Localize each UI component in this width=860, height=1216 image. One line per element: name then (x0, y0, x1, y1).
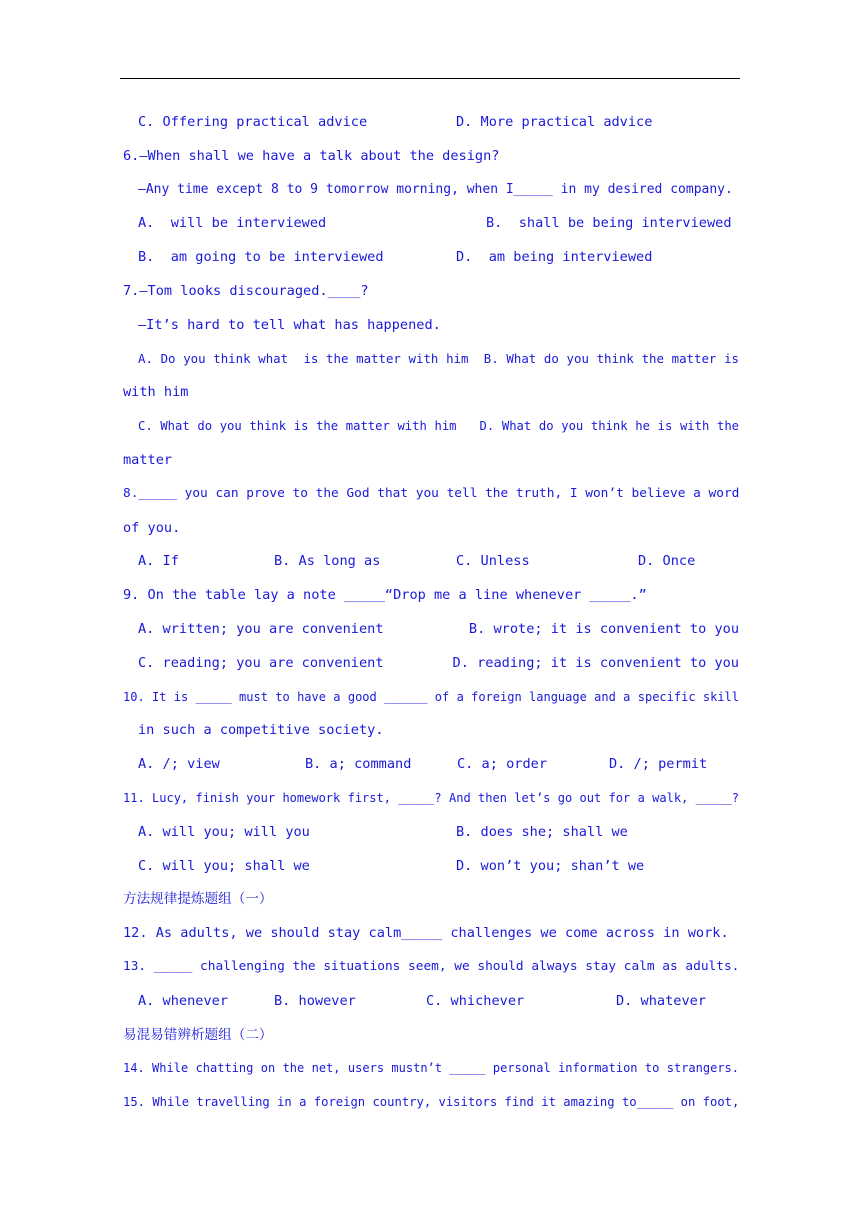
option-d: D. /; permit (609, 756, 708, 773)
option-a: A. If (138, 553, 179, 570)
option-c: C. Unless (456, 553, 530, 570)
q11-options-cd (123, 856, 739, 890)
option-d: D. reading; it is convenient to you (452, 654, 739, 671)
question-9: 9. On the table lay a note _____“Drop me a line whenever _____.” (123, 587, 647, 604)
question-7: 7.—Tom looks discouraged.____? (123, 282, 369, 299)
option-b: B. a; command (305, 756, 412, 773)
option-a: A. written; you are convenient (138, 620, 384, 637)
option-a: A. will you; will you (138, 823, 310, 840)
section-heading-1: 方法规律提炼题组（一） (123, 891, 273, 908)
q11-options-ab (123, 822, 739, 856)
q7-options-ab: A. Do you think what is the matter with him B. What do you think the matter is (138, 350, 739, 366)
option-d: D. More practical advice (456, 114, 653, 130)
q5-options-cd (123, 112, 739, 146)
q8-options (123, 551, 739, 585)
q6-options-cd (123, 247, 739, 281)
question-7-reply: —It’s hard to tell what has happened. (138, 316, 441, 333)
q9-options-ab (123, 619, 739, 653)
option-c: C. Offering practical advice (138, 114, 368, 130)
q6-options-ab (123, 213, 739, 247)
q13-options (123, 991, 739, 1025)
option-a: A. whenever (138, 992, 229, 1009)
worksheet-body (123, 112, 739, 1126)
option-b: B. As long as (274, 553, 381, 570)
question-12: 12. As adults, we should stay calm_____ challenges we come across in work. (123, 925, 729, 942)
question-15: 15. While travelling in a foreign country, visitors find it amazing to_____ on foot, (123, 1095, 739, 1110)
option-c: C. will you; shall we (138, 857, 310, 874)
option-a: A. will be interviewed (138, 215, 327, 232)
question-10: 10. It is _____ must to have a good ______ of a foreign language and a specific skill (123, 689, 739, 704)
option-c: C. a; order (457, 756, 548, 773)
question-6-reply: —Any time except 8 to 9 tomorrow morning, when I_____ in my desired company. (138, 181, 733, 197)
option-b: B. however (274, 992, 356, 1009)
option-d: D. whatever (616, 992, 707, 1009)
option-c: B. am going to be interviewed (138, 249, 384, 266)
option-d: D. Once (638, 553, 696, 570)
q7-options-cd-cont: matter (123, 451, 173, 468)
option-b: B. does she; shall we (456, 823, 628, 840)
option-c: C. whichever (426, 992, 525, 1009)
option-d: D. won’t you; shan’t we (456, 857, 645, 874)
q7-options-ab-cont: with him (123, 384, 189, 401)
question-8-cont: of you. (123, 519, 181, 536)
section-heading-2: 易混易错辨析题组（二） (123, 1026, 273, 1043)
q9-options-cd (123, 653, 739, 687)
option-a: A. /; view (138, 756, 220, 773)
question-6: 6.—When shall we have a talk about the design? (123, 147, 500, 164)
option-b: B. wrote; it is convenient to you (468, 620, 739, 637)
question-13: 13. _____ challenging the situations seem, we should always stay calm as adults. (123, 958, 739, 974)
question-8: 8._____ you can prove to the God that you tell the truth, I won’t believe a word (123, 485, 739, 501)
question-10-cont: in such a competitive society. (138, 722, 384, 739)
question-14: 14. While chatting on the net, users mustn’t _____ personal information to strangers. (123, 1061, 739, 1076)
header-rule (120, 78, 740, 79)
q10-options (123, 754, 739, 788)
option-d: D. am being interviewed (456, 249, 653, 266)
question-11: 11. Lucy, finish your homework first, _____? And then let’s go out for a walk, _____? (123, 790, 739, 805)
q7-options-cd: C. What do you think is the matter with him D. What do you think he is with the (138, 419, 739, 434)
option-b: B. shall be being interviewed (486, 215, 732, 232)
option-c: C. reading; you are convenient (138, 654, 384, 671)
